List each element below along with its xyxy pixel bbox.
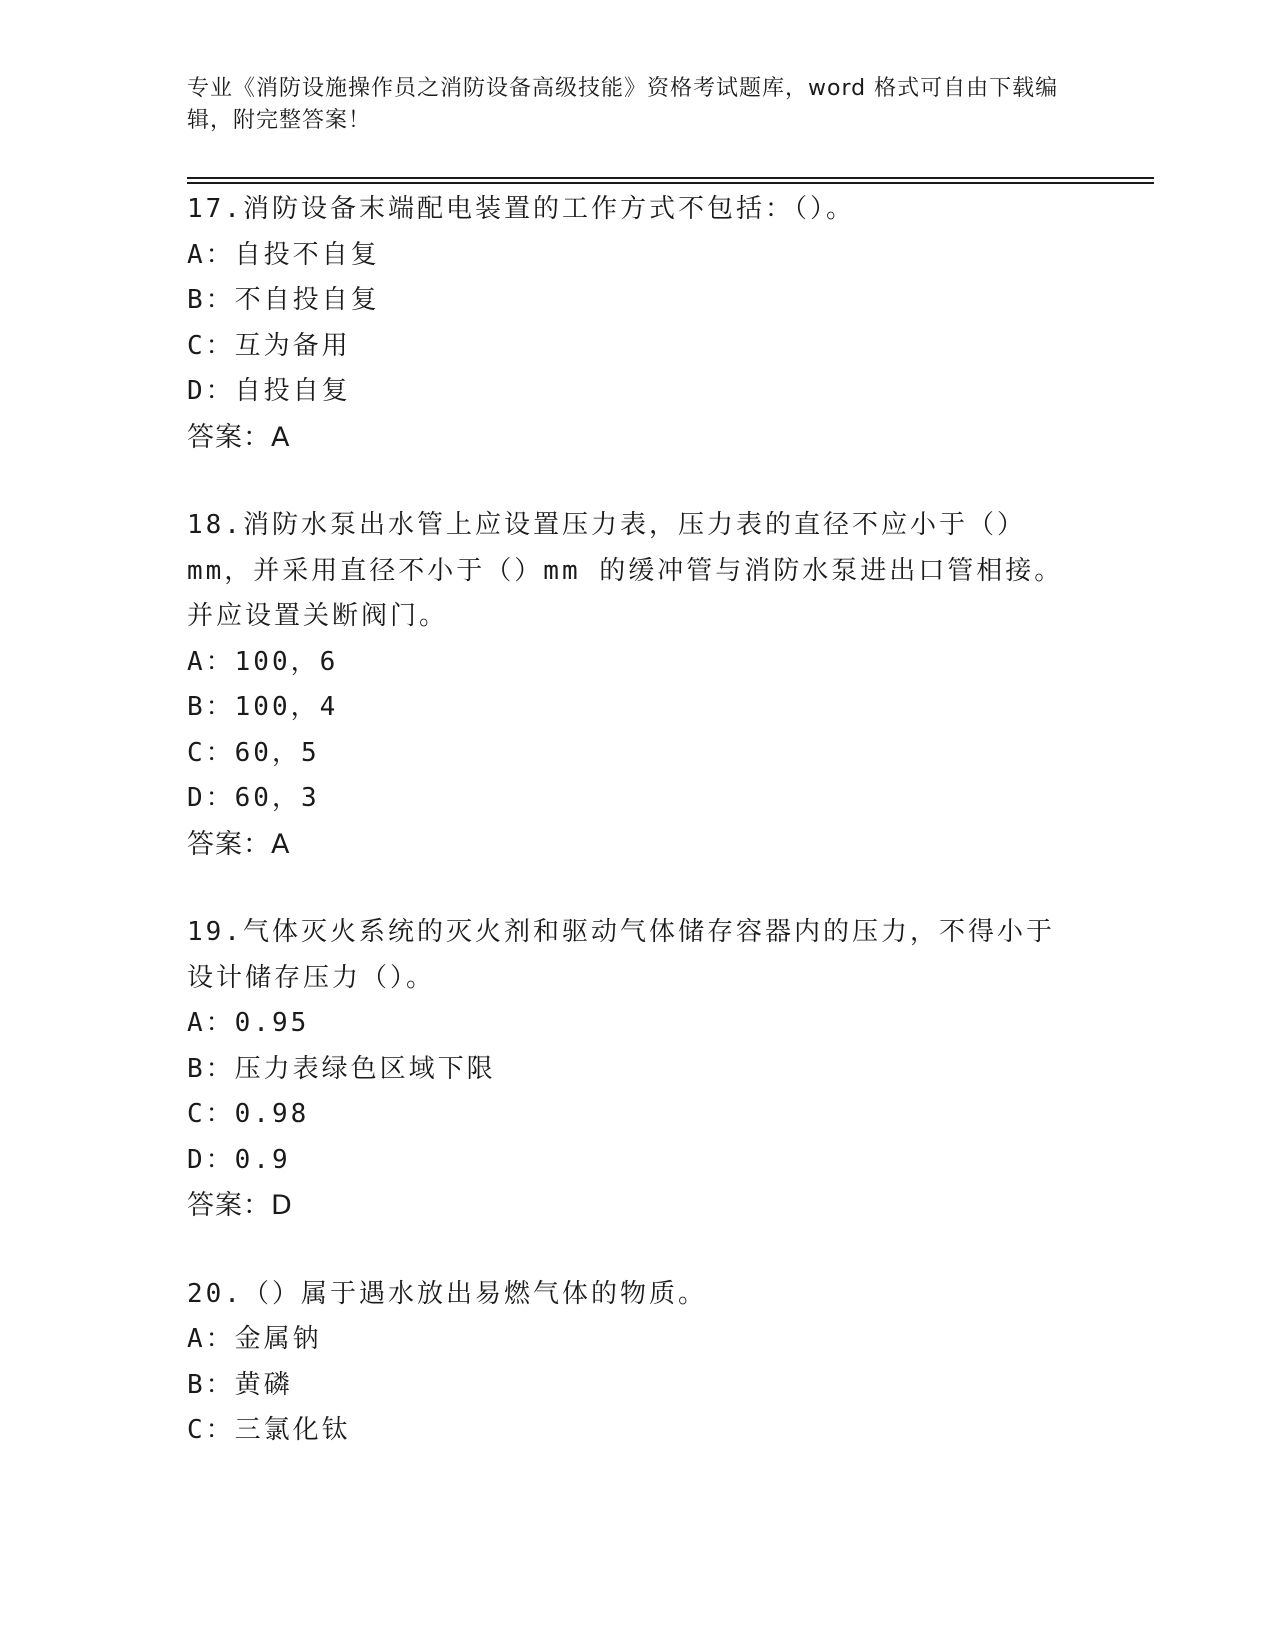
option-a: A：自投不自复 [187, 239, 380, 270]
answer-line: 答案：D [187, 1190, 293, 1221]
header-divider-double [187, 182, 1154, 184]
option-b: B：压力表绿色区域下限 [187, 1053, 496, 1084]
answer-line: 答案：A [187, 421, 291, 453]
option-a: A：金属钠 [187, 1324, 322, 1354]
option-a: A：0.95 [187, 1008, 310, 1038]
answer-line: 答案：A [187, 828, 291, 860]
option-c: C：60，5 [187, 737, 320, 768]
question-17 [187, 187, 1107, 460]
option-d: D：0.9 [187, 1144, 291, 1175]
question-stem: 18.消防水泵出水管上应设置压力表，压力表的直径不应小于（）mm，并采用直径不小于（）mm 的缓冲管与消防水泵进出口管相接。并应设置关断阀门。 [187, 510, 1064, 631]
option-b: B：黄磷 [187, 1369, 293, 1400]
option-c: C：互为备用 [187, 330, 351, 361]
option-a: A：100，6 [187, 646, 339, 677]
question-stem: 20.（）属于遇水放出易燃气体的物质。 [187, 1278, 707, 1309]
question-19 [187, 910, 1107, 1229]
question-18 [187, 503, 1107, 867]
question-20 [187, 1272, 1107, 1454]
header-divider [187, 177, 1154, 179]
question-stem: 19.气体灭火系统的灭火剂和驱动气体储存容器内的压力，不得小于设计储存压力（）。 [187, 917, 1055, 993]
option-c: C：0.98 [187, 1099, 310, 1129]
option-b: B：不自投自复 [187, 285, 380, 315]
question-stem: 17.消防设备末端配电装置的工作方式不包括：（）。 [187, 194, 855, 224]
question-list [187, 187, 1107, 1497]
option-c: C：三氯化钛 [187, 1415, 351, 1445]
option-d: D：60，3 [187, 783, 320, 813]
option-b: B：100，4 [187, 692, 339, 722]
document-header: 专业《消防设施操作员之消防设备高级技能》资格考试题库，word 格式可自由下载编辑，附完整答案！ [187, 76, 1059, 133]
option-d: D：自投自复 [187, 376, 351, 406]
